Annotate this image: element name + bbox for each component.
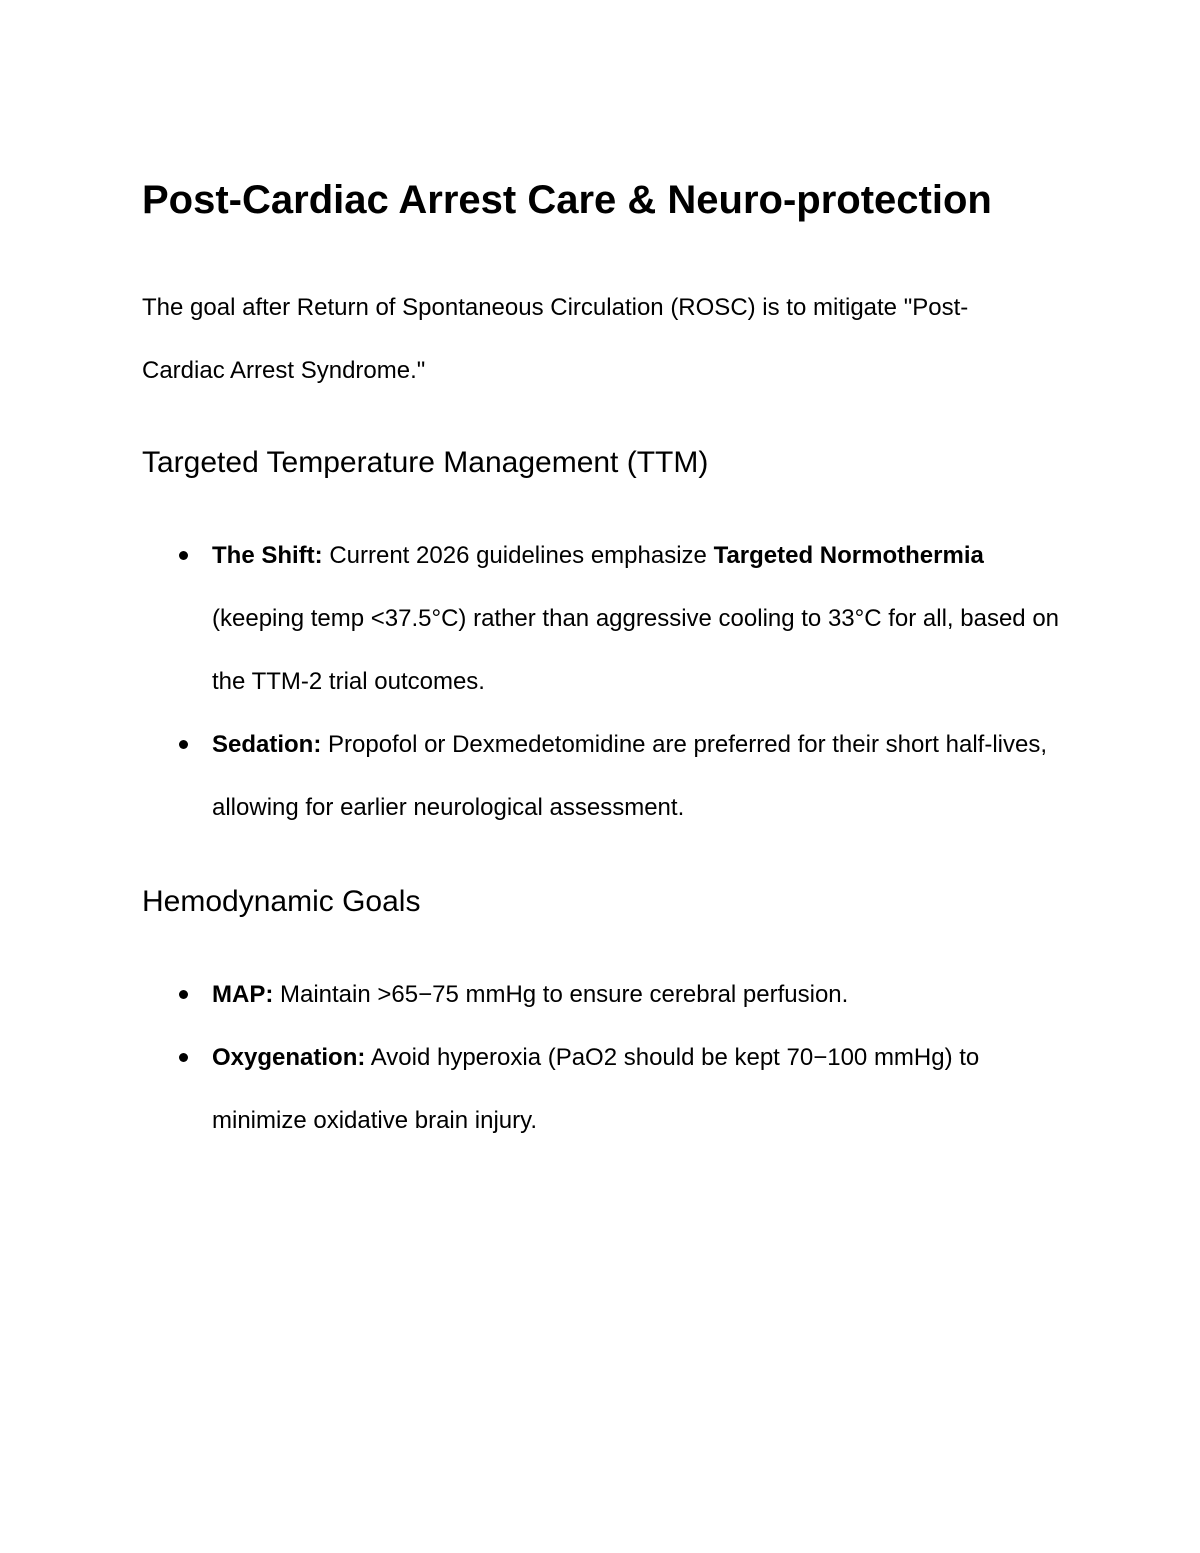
bullet-icon [179,990,188,999]
page-title: Post-Cardiac Arrest Care & Neuro-protection [142,178,992,222]
bullet-text: Propofol or Dexmedetomidine are preferred for their short half-lives, allowing for earlier neurological assessment. [212,731,1048,821]
bullet-icon [179,1053,188,1062]
list-item-map [142,963,1062,1026]
bullet-text: Current 2026 guidelines emphasize [322,542,714,569]
bullet-label: MAP: [212,981,274,1008]
ttm-bullet-list [142,524,1062,839]
bullet-icon [179,740,188,749]
list-item-the-shift [142,524,1062,713]
list-item-sedation [142,713,1062,839]
section-heading-hemodynamic-goals: Hemodynamic Goals [142,885,421,918]
bullet-text: Maintain >65−75 mmHg to ensure cerebral perfusion. [273,981,849,1008]
bullet-text: Avoid hyperoxia (PaO2 should be kept 70−100 mmHg) to minimize oxidative brain injury. [212,1044,980,1134]
intro-paragraph: The goal after Return of Spontaneous Circulation (ROSC) is to mitigate "Post-Cardiac Arrest Syndrome." [142,294,969,384]
hemodynamic-bullet-list [142,963,1062,1152]
list-item-oxygenation [142,1026,1062,1152]
bullet-label: The Shift: [212,542,323,569]
bullet-bold-phrase: Targeted Normothermia [713,542,984,569]
bullet-label: Sedation: [212,731,322,758]
bullet-label: Oxygenation: [212,1044,366,1071]
section-heading-ttm: Targeted Temperature Management (TTM) [142,446,709,479]
bullet-icon [179,551,188,560]
bullet-text: (keeping temp <37.5°C) rather than aggressive cooling to 33°C for all, based on the TTM-2 trial outcomes. [212,605,1060,695]
